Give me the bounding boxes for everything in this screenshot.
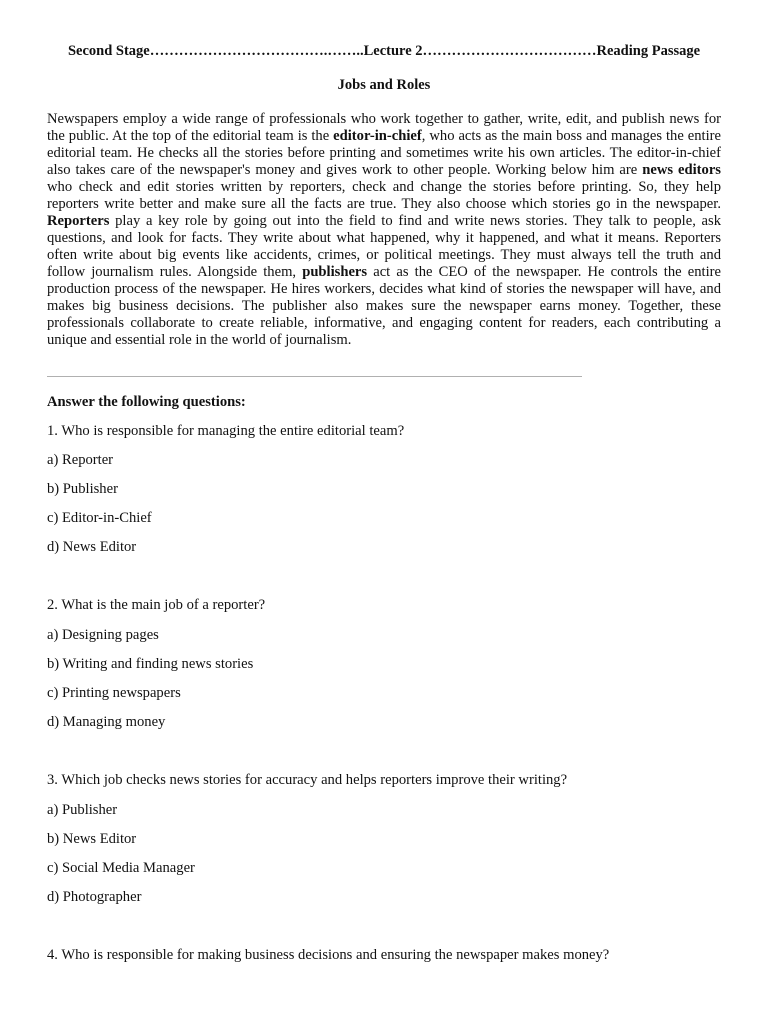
- page-header: Second Stage……………………………….……..Lecture 2………………………………Reading Passage: [67, 43, 701, 59]
- question-2: 2. What is the main job of a reporter?: [47, 597, 266, 613]
- answer-option: a) Reporter: [47, 452, 114, 468]
- answer-option: a) Designing pages: [47, 627, 159, 643]
- answer-option: c) Social Media Manager: [47, 860, 195, 876]
- passage-text: Newspapers employ a wide range of professionals who work together to gather, write, edit, and publish news for the public. At the top of the editorial team is the: [47, 111, 721, 144]
- passage-bold-term: editor-in-chief: [333, 128, 422, 144]
- answer-option: c) Printing newspapers: [47, 685, 181, 701]
- passage-text: act as the CEO of the newspaper. He controls the entire production process of the newspaper. He hires workers, decides what kind of stories the newspaper will have, and makes big business decisions. The publisher also makes sure the newspaper earns money. Together, these professionals collaborate to create reliable, informative, and engaging content for readers, each contributing a unique and essential role in the world of journalism.: [47, 264, 721, 348]
- reading-passage: [47, 111, 721, 349]
- passage-bold-term: publishers: [302, 264, 368, 280]
- answer-option: d) Photographer: [47, 889, 142, 905]
- page-title: Jobs and Roles: [337, 77, 431, 93]
- section-divider: [47, 376, 582, 377]
- passage-text: play a key role by going out into the field to find and write news stories. They talk to people, ask questions, and look for facts. They write about what happened, why it happened, and what it means. Reporters often write about big events like accidents, crimes, or political meetings. They must always tell the truth and follow journalism rules. Alongside them,: [47, 213, 721, 280]
- question-3: 3. Which job checks news stories for accuracy and helps reporters improve their writing?: [47, 772, 568, 788]
- answer-option: b) News Editor: [47, 831, 137, 847]
- answer-option: a) Publisher: [47, 802, 118, 818]
- question-1: 1. Who is responsible for managing the entire editorial team?: [47, 423, 405, 439]
- passage-text: , who acts as the main boss and manages the entire editorial team. He checks all the stories before printing and sometimes write his own articles. The editor-in-chief also takes care of the newspaper's money and gives work to other people. Working below him are: [47, 128, 721, 178]
- answer-option: b) Publisher: [47, 481, 118, 497]
- passage-text: who check and edit stories written by reporters, check and change the stories before printing. So, they help reporters write better and make sure all the facts are true. They also choose which stories go in the newspaper.: [47, 179, 721, 212]
- answer-option: d) News Editor: [47, 539, 137, 555]
- questions-instructions: Answer the following questions:: [47, 394, 246, 410]
- question-4: 4. Who is responsible for making business decisions and ensuring the newspaper makes money?: [47, 947, 610, 963]
- answer-option: c) Editor-in-Chief: [47, 510, 152, 526]
- passage-bold-term: Reporters: [47, 213, 110, 229]
- answer-option: b) Writing and finding news stories: [47, 656, 254, 672]
- answer-option: d) Managing money: [47, 714, 166, 730]
- passage-bold-term: news editors: [642, 162, 721, 178]
